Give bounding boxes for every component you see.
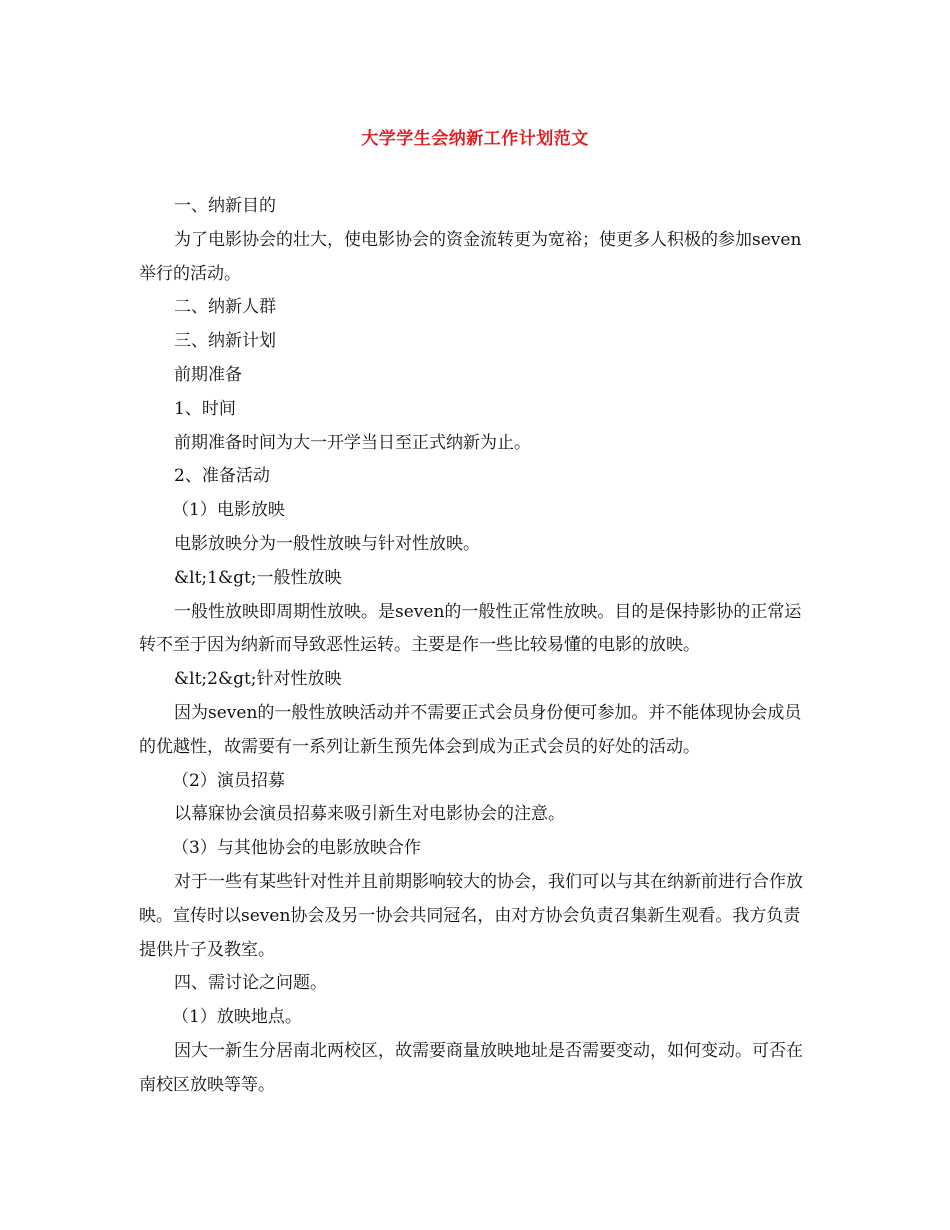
paragraph-actor-recruitment: 以幕寐协会演员招募来吸引新生对电影协会的注意。 (174, 804, 565, 825)
heading-preparation: 前期准备 (174, 364, 242, 385)
paragraph-targeted-screening: 因为seven的一般性放映活动并不需要正式会员身份便可参加。并不能体现协会成员的优越性，故需要有一系列让新生预先体会到成为正式会员的好处的活动。 (139, 702, 802, 757)
paragraph-cooperation: 对于一些有某些针对性并且前期影响较大的协会，我们可以与其在纳新前进行合作放映。宣传时以seven协会及另一协会共同冠名，由对方协会负责召集新生观看。我方负责提供片子及教室。 (139, 871, 803, 960)
paragraph-general-screening: 一般性放映即周期性放映。是seven的一般性正常性放映。目的是保持影协的正常运转不至于因为纳新而导致恶性运转。主要是作一些比较易懂的电影的放映。 (139, 601, 802, 656)
heading-time: 1、时间 (174, 398, 236, 419)
heading-film-screening: （1）电影放映 (172, 500, 285, 521)
paragraph-purpose: 为了电影协会的壮大，使电影协会的资金流转更为宽裕；使更多人积极的参加seven举行的活动。 (139, 229, 802, 284)
paragraph-screening-location: 因大一新生分居南北两校区，故需要商量放映地址是否需要变动，如何变动。可否在南校区放映等等。 (139, 1040, 803, 1095)
heading-plan: 三、纳新计划 (174, 331, 276, 352)
paragraph-time: 前期准备时间为大一开学当日至正式纳新为止。 (174, 432, 531, 453)
document-body (139, 190, 814, 1103)
heading-purpose: 一、纳新目的 (174, 196, 276, 216)
heading-actor-recruitment: （2）演员招募 (172, 770, 285, 791)
heading-activities: 2、准备活动 (174, 466, 270, 487)
document-title: 大学学生会纳新工作计划范文 (361, 129, 589, 149)
heading-issues: 四、需讨论之问题。 (174, 973, 327, 994)
heading-target-group: 二、纳新人群 (174, 297, 276, 318)
heading-screening-location: （1）放映地点。 (172, 1007, 302, 1028)
paragraph-film-screening: 电影放映分为一般性放映与针对性放映。 (174, 533, 480, 554)
heading-general-screening: &lt;1&gt;一般性放映 (174, 567, 342, 588)
heading-cooperation: （3）与其他协会的电影放映合作 (172, 838, 421, 859)
heading-targeted-screening: &lt;2&gt;针对性放映 (174, 669, 342, 690)
